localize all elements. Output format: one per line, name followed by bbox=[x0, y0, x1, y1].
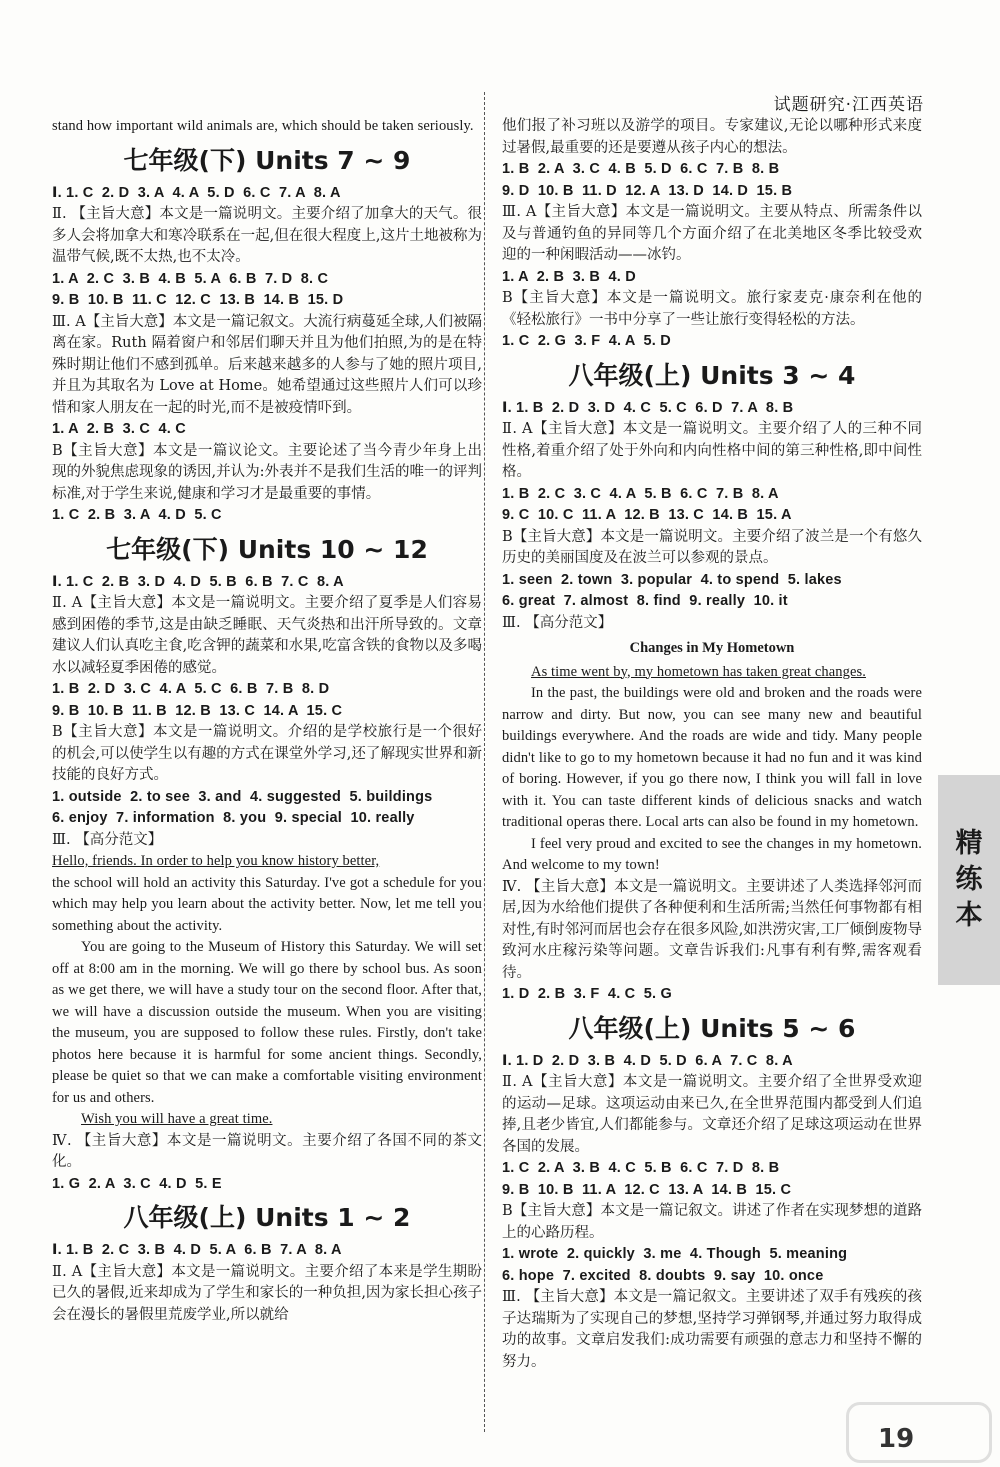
text-paragraph: I feel very proud and excited to see the changes in my hometown. And welcome to my town! bbox=[502, 835, 922, 873]
text-paragraph: Wish you will have a great time. bbox=[81, 1111, 273, 1127]
answer-row: Ⅰ. 1. C 2. D 3. A 4. A 5. D 6. C 7. A 8. A bbox=[52, 184, 341, 201]
answer-row: 9. B 10. B 11. B 12. B 13. C 14. A 15. C bbox=[52, 702, 343, 719]
answer-row: 1. A 2. B 3. B 4. D bbox=[502, 268, 636, 285]
page-header: 试题研究·江西英语 bbox=[773, 95, 924, 115]
side-tab-char: 练 bbox=[955, 864, 983, 895]
answer-row: 6. enjoy 7. information 8. you 9. special 10. really bbox=[52, 810, 415, 826]
section-heading: 八年级(上) Units 3 ~ 4 bbox=[568, 360, 856, 390]
answer-row: Ⅰ. 1. B 2. D 3. D 4. C 5. C 6. D 7. A 8. B bbox=[502, 399, 794, 416]
answer-row: Ⅰ. 1. C 2. B 3. D 4. D 5. B 6. B 7. C 8. A bbox=[52, 573, 344, 590]
answer-row: 9. B 10. B 11. A 12. C 13. A 14. B 15. C bbox=[502, 1181, 792, 1198]
answer-row: 1. C 2. G 3. F 4. A 5. D bbox=[502, 333, 671, 349]
text-paragraph: Ⅳ. 【主旨大意】本文是一篇说明文。主要讲述了人类选择邻河而居,因为水给他们提供了各种便利和生活所需;当然任何事物都有相对性,有时邻河而居也会存在很多风险,如洪涝灾害,工厂倾倒废物导致河水庄稼污染等问题。文章告诉我们:凡事有利有弊,需客观看待。 bbox=[502, 878, 922, 981]
text-paragraph: Ⅱ. A【主旨大意】本文是一篇说明文。主要介绍了全世界受欢迎的运动—足球。这项运动由来已久,在全世界范围内都受到人们追捧,且老少皆宜,人们都能参与。文章还介绍了足球这项运动在世界各国的发展。 bbox=[502, 1074, 922, 1155]
text-paragraph: 他们报了补习班以及游学的项目。专家建议,无论以哪种形式来度过暑假,最重要的还是要遵从孩子内心的想法。 bbox=[502, 118, 922, 156]
side-tab-char: 精 bbox=[955, 828, 983, 859]
text-paragraph: stand how important wild animals are, which should be taken seriously. bbox=[52, 118, 474, 134]
answer-row: 1. D 2. B 3. F 4. C 5. G bbox=[502, 986, 672, 1002]
answer-row: 9. B 10. B 11. C 12. C 13. B 14. B 15. D bbox=[52, 292, 344, 308]
text-paragraph: Ⅲ. 【主旨大意】本文是一篇记叙文。主要讲述了双手有残疾的孩子达瑞斯为了实现自己的梦想,坚持学习弹钢琴,并通过努力取得成功的故事。文章启发我们:成功需要有顽强的意志力和坚持不懈的努力。 bbox=[502, 1289, 922, 1370]
answer-row: 1. B 2. C 3. C 4. A 5. B 6. C 7. B 8. A bbox=[502, 485, 779, 502]
text-paragraph: Ⅱ. A【主旨大意】本文是一篇说明文。主要介绍了人的三种不同性格,着重介绍了处于外向和内向性格中间的第三种性格,即中间性格。 bbox=[502, 421, 922, 480]
left-column bbox=[52, 116, 482, 1326]
text-paragraph: Ⅳ. 【主旨大意】本文是一篇说明文。主要介绍了各国不同的茶文化。 bbox=[52, 1132, 482, 1170]
answer-row: 1. seen 2. town 3. popular 4. to spend 5. lakes bbox=[502, 571, 842, 588]
answer-row: 1. G 2. A 3. C 4. D 5. E bbox=[52, 1175, 222, 1192]
essay-title: Changes in My Hometown bbox=[629, 640, 795, 656]
section-heading: 八年级(上) Units 5 ~ 6 bbox=[568, 1013, 856, 1043]
answer-row: 1. B 2. A 3. C 4. B 5. D 6. C 7. B 8. B bbox=[502, 161, 780, 177]
text-paragraph: Ⅱ. A【主旨大意】本文是一篇说明文。主要介绍了本来是学生期盼已久的暑假,近来却成为了学生和家长的一种负担,因为家长担心孩子会在漫长的暑假里荒废学业,所以就给 bbox=[52, 1263, 482, 1323]
answer-row: 6. great 7. almost 8. find 9. really 10. it bbox=[502, 593, 788, 609]
text-paragraph: Ⅱ. 【主旨大意】本文是一篇说明文。主要介绍了加拿大的天气。很多人会将加拿大和寒冷联系在一起,但在很大程度上,这片土地被称为温带气候,既不太热,也不太冷。 bbox=[52, 206, 482, 265]
answer-row: 1. B 2. D 3. C 4. A 5. C 6. B 7. B 8. D bbox=[52, 681, 330, 697]
answer-row: Ⅰ. 1. D 2. D 3. B 4. D 5. D 6. A 7. C 8. A bbox=[502, 1052, 793, 1069]
answer-row: 1. A 2. B 3. C 4. C bbox=[52, 421, 186, 437]
text-paragraph: B【主旨大意】本文是一篇议论文。主要论述了当今青少年身上出现的外貌焦虑现象的诱因,并认为:外表并不是我们生活的唯一的评判标准,对于学生来说,健康和学习才是最重要的事情。 bbox=[52, 442, 482, 502]
text-paragraph: In the past, the buildings were old and broken and the roads were narrow and dirty. But now, you can see many new and beautiful buildings everywhere. And the roads are wide and tidy. Many people didn't like to go to my hometown because it had no fun and it was kind of boring. However, if you go there now, I think you will fall in love with it. You can taste different kinds of delicious snacks and watch traditional operas there. Local arts can also be found in my hometown. bbox=[502, 685, 922, 830]
answer-row: 9. C 10. C 11. A 12. B 13. C 14. B 15. A bbox=[502, 507, 792, 523]
watermark-logo bbox=[846, 1402, 992, 1463]
answer-row: 1. wrote 2. quickly 3. me 4. Though 5. meaning bbox=[502, 1246, 848, 1262]
section-heading: 八年级(上) Units 1 ~ 2 bbox=[123, 1203, 411, 1232]
answer-row: 1. outside 2. to see 3. and 4. suggested 5. buildings bbox=[52, 788, 433, 805]
column-divider bbox=[484, 92, 485, 1432]
side-tab bbox=[938, 775, 1000, 985]
answer-row: 1. C 2. A 3. B 4. C 5. B 6. C 7. D 8. B bbox=[502, 1160, 780, 1176]
text-paragraph: B【主旨大意】本文是一篇说明文。介绍的是学校旅行是一个很好的机会,可以使学生以有趣的方式在课堂外学习,还了解现实世界和新技能的良好方式。 bbox=[52, 724, 482, 783]
text-paragraph: Ⅲ. A【主旨大意】本文是一篇记叙文。大流行病蔓延全球,人们被隔离在家。Ruth 隔着窗户和邻居们聊天并且为他们拍照,为的是在特殊时期让他们不感到孤单。后来越来越多的人参与了她的照片项目,并且为其取名为 Love at Home。她希望通过这些照片人们可以珍惜和家人朋友在一起的时光,而不是被疫情吓到。 bbox=[52, 313, 482, 416]
answer-row: 1. A 2. C 3. B 4. B 5. A 6. B 7. D 8. C bbox=[52, 270, 329, 287]
page-number: 19 bbox=[878, 1424, 915, 1454]
text-paragraph: Hello, friends. In order to help you know history better, bbox=[52, 853, 380, 869]
text-paragraph: You are going to the Museum of History this Saturday. We will set off at 8:00 am in the morning. We will go there by school bus. As soon as we get there, we will have a study tour on the second floor. After that, we will have a discussion outside the museum. When you are visiting the museum, you are supposed to follow these rules. Firstly, don't take photos here because it is harmful for some ancient things. Secondly, please be quiet so that we can make a comfortable visiting environment for us and others. bbox=[52, 939, 482, 1106]
answer-row: Ⅰ. 1. B 2. C 3. B 4. D 5. A 6. B 7. A 8. A bbox=[52, 1242, 342, 1258]
right-column bbox=[502, 116, 922, 1373]
text-paragraph: the school will hold an activity this Saturday. I've got a schedule for you which may help you learn about the activity better. Now, let me tell you something about the activity. bbox=[52, 874, 482, 934]
text-paragraph: B【主旨大意】本文是一篇说明文。主要介绍了波兰是一个有悠久历史的美丽国度及在波兰可以参观的景点。 bbox=[502, 528, 922, 566]
text-paragraph: B【主旨大意】本文是一篇说明文。旅行家麦克·康奈利在他的《轻松旅行》一书中分享了一些让旅行变得轻松的方法。 bbox=[502, 290, 922, 328]
text-paragraph: Ⅲ. 【高分范文】 bbox=[52, 831, 163, 848]
answer-row: 6. hope 7. excited 8. doubts 9. say 10. once bbox=[502, 1267, 824, 1284]
section-heading: 七年级(下) Units 7 ~ 9 bbox=[123, 145, 411, 175]
answer-row: 9. D 10. B 11. D 12. A 13. D 14. D 15. B bbox=[502, 182, 793, 199]
text-paragraph: Ⅲ. A【主旨大意】本文是一篇说明文。主要从特点、所需条件以及与普通钓鱼的异同等几个方面介绍了在北美地区冬季比较受欢迎的一种闲暇活动——冰钓。 bbox=[502, 204, 922, 263]
section-heading: 七年级(下) Units 10 ~ 12 bbox=[106, 534, 428, 564]
text-paragraph: Ⅱ. A【主旨大意】本文是一篇说明文。主要介绍了夏季是人们容易感到困倦的季节,这是由缺乏睡眠、天气炎热和出汗所导致的。文章建议人们认真吃主食,吃含钾的蔬菜和水果,吃富含铁的食物以及多喝水以减轻夏季困倦的感觉。 bbox=[52, 595, 482, 676]
side-tab-char: 本 bbox=[955, 900, 983, 931]
text-paragraph: B【主旨大意】本文是一篇记叙文。讲述了作者在实现梦想的道路上的心路历程。 bbox=[502, 1203, 922, 1241]
text-paragraph: Ⅲ. 【高分范文】 bbox=[502, 614, 613, 631]
text-paragraph: As time went by, my hometown has taken great changes. bbox=[531, 663, 866, 680]
answer-row: 1. C 2. B 3. A 4. D 5. C bbox=[52, 507, 222, 523]
